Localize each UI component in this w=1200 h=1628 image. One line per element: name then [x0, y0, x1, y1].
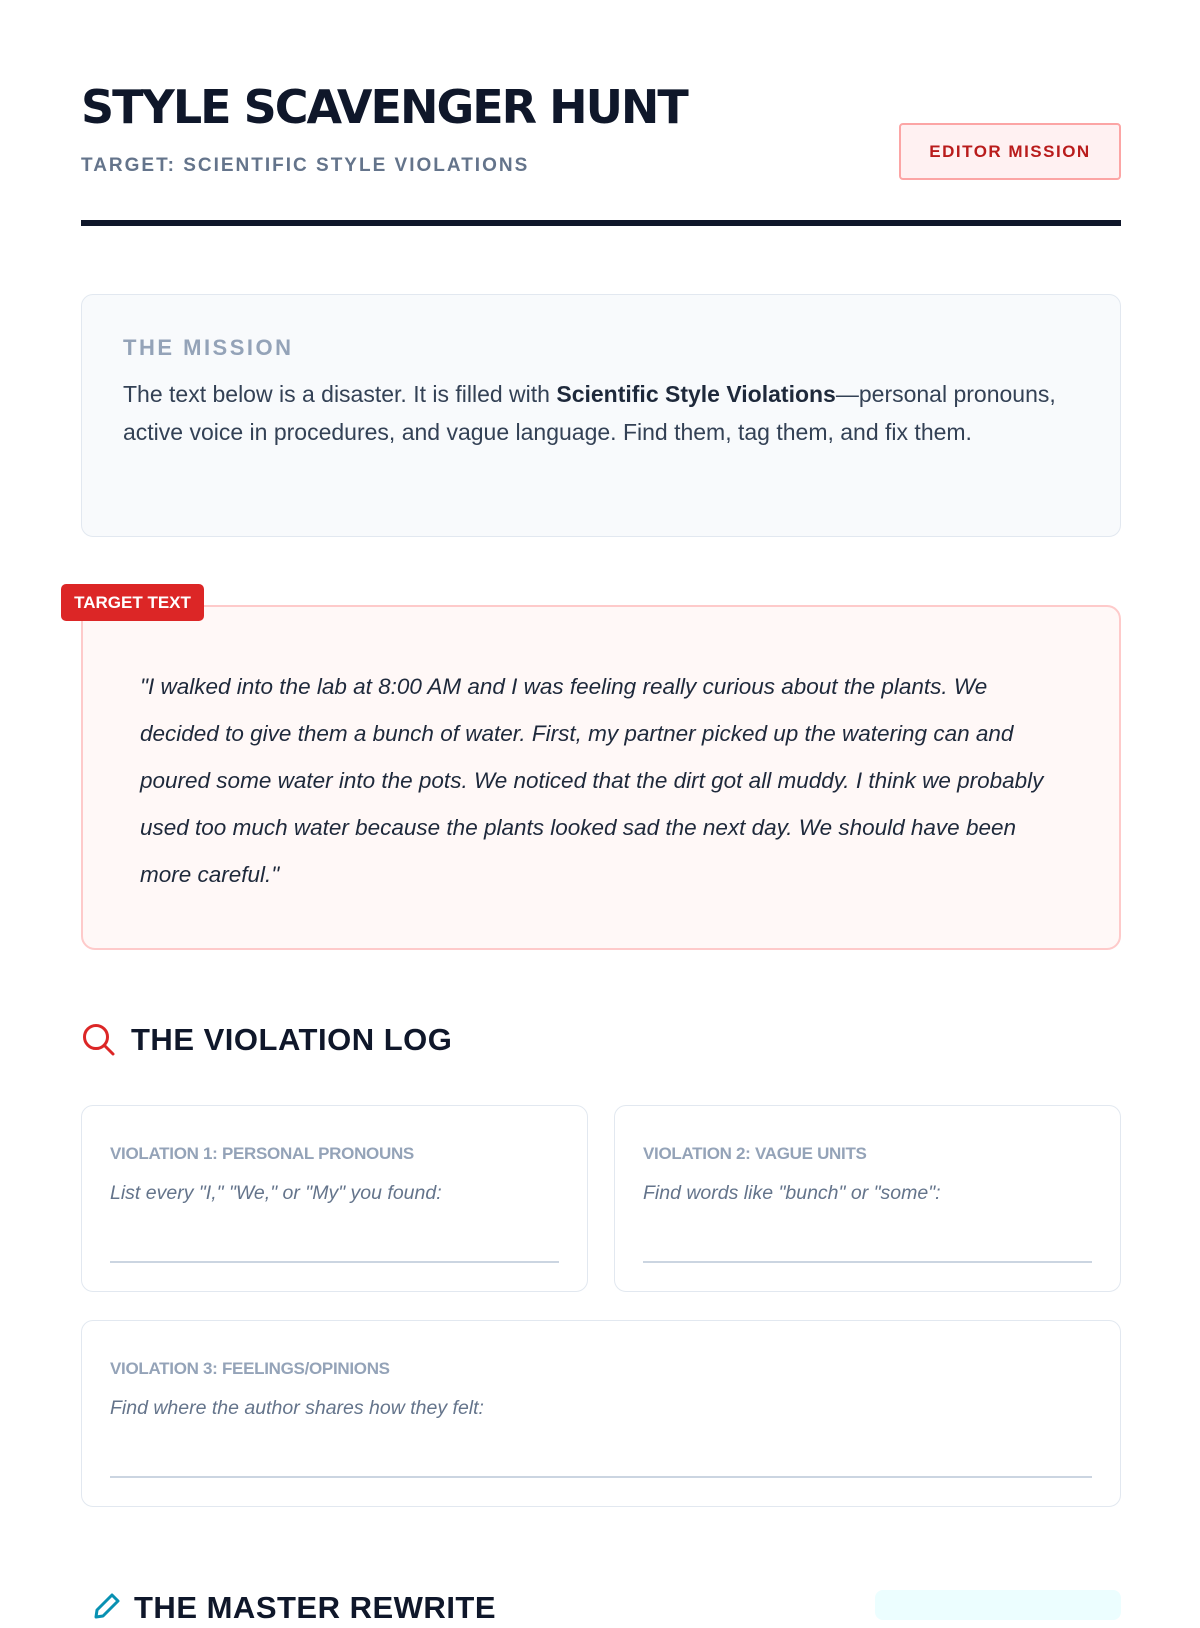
page-title: STYLE SCAVENGER HUNT — [81, 80, 687, 134]
violation-card-label: VIOLATION 3: FEELINGS/OPINIONS — [110, 1359, 390, 1378]
violation-log-heading — [81, 1018, 452, 1062]
pen-icon — [92, 1591, 122, 1626]
violation-log-title: THE VIOLATION LOG — [131, 1022, 453, 1057]
master-rewrite-title: THE MASTER REWRITE — [134, 1590, 497, 1625]
search-icon — [81, 1022, 117, 1058]
answer-line — [110, 1261, 559, 1263]
answer-line — [110, 1476, 1092, 1478]
violation-card-feelings — [81, 1320, 1121, 1507]
master-rewrite-heading — [92, 1588, 496, 1628]
answer-line — [643, 1261, 1092, 1263]
vague-units-answer-input[interactable] — [643, 1216, 1092, 1260]
violation-card-prompt: Find words like "bunch" or "some": — [643, 1182, 941, 1204]
violation-card-label: VIOLATION 2: VAGUE UNITS — [643, 1144, 867, 1163]
target-text-tag: TARGET TEXT — [61, 584, 204, 621]
mission-box — [81, 294, 1121, 537]
editor-mission-badge: EDITOR MISSION — [899, 123, 1121, 180]
violation-card-prompt: Find where the author shares how they felt: — [110, 1397, 484, 1419]
mission-body-intro: The text below is a disaster. It is filled with — [123, 381, 557, 407]
header-divider — [81, 220, 1121, 226]
mission-heading: THE MISSION — [123, 335, 294, 360]
violation-card-vague-units — [614, 1105, 1121, 1292]
target-text-box — [81, 605, 1121, 950]
feelings-answer-input[interactable] — [110, 1431, 1092, 1475]
page-subtitle: TARGET: SCIENTIFIC STYLE VIOLATIONS — [81, 155, 530, 176]
mission-body-rest: —personal pronouns, active voice in procedures, and vague language. Find them, tag them, and fix them. — [123, 381, 1056, 445]
violation-card-label: VIOLATION 1: PERSONAL PRONOUNS — [110, 1144, 414, 1163]
pronouns-answer-input[interactable] — [110, 1216, 559, 1260]
rewrite-badge — [875, 1590, 1121, 1620]
mission-body — [123, 375, 1080, 451]
violation-card-pronouns — [81, 1105, 588, 1292]
target-quote: "I walked into the lab at 8:00 AM and I was feeling really curious about the plants. We decided to give them a bunch of water. First, my partner picked up the watering can and poured some water into the pots. We noticed that the dirt got all muddy. I think we probably used too much water because the plants looked sad the next day. We should have been more careful." — [140, 674, 1044, 887]
violation-card-prompt: List every "I," "We," or "My" you found: — [110, 1182, 442, 1204]
mission-body-emphasis: Scientific Style Violations — [556, 381, 836, 407]
